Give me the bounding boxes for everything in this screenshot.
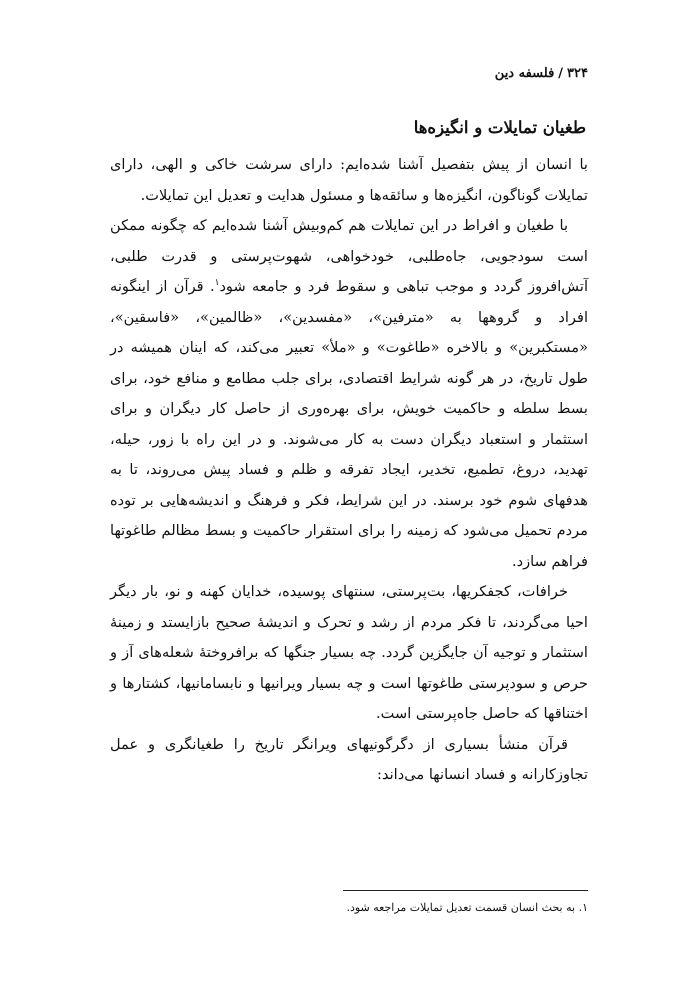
paragraph-3-text: خرافات، کجفکریها، بت‌پرستی، سنتهای پوسیده، خدایان کهنه و نو، بار دیگر احیا می‌گردند، تا فکر مردم از رشد و تحرک و اندیشهٔ صحیح بازایستد و زمینهٔ استثمار و توجیه آن جایگزین گردد. چه بسیار جنگها که برافروختهٔ شعله‌های آز و حرص و سودپرستی طاغوتها است و چه بسیار ویرانیها و نابسامانیها، کشتارها و اختناقها که حاصل جاه‌پرستی است. [110,583,588,722]
paragraph-4-text: قرآن منشأ بسیاری از دگرگونیهای ویرانگر تاریخ را طغیانگری و عمل تجاوزکارانه و فساد انسانها می‌داند: [110,735,588,783]
paragraph-2-text-end: . قرآن از اینگونه افراد و گروهها به «مترفین»، «مفسدین»، «ظالمین»، «فاسقین»، «مستکبرین» و بالاخره «طاغوت» و «ملأ» تعبیر می‌کند، که اینان همیشه در طول تاریخ، در هر گونه شرایط اقتصادی، برای جلب مطامع و منافع خود، برای بسط سلطه و حاکمیت خویش، برای بهره‌وری از حاصل کار دیگران و برای استثمار و استعباد دیگران دست به کار می‌شوند. و در این راه با زور، حیله، تهدید، دروغ، تطمیع، تخدیر، ایجاد تفرقه و ظلم و فساد پیش می‌روند، تا به هدفهای شوم خود برسند. در این شرایط، فکر و فرهنگ و اندیشه‌هایی بر توده مردم تحمیل می‌شود که زمینه را برای استقرار حاکمیت و بسط مظالم طاغوتها فراهم سازد. [110,278,588,570]
paragraph-2 [110,211,588,577]
paragraph-1 [110,150,588,211]
paragraph-3 [110,577,588,730]
footnote-text: به بحث انسان قسمت تعدیل تمایلات مراجعه شود. [346,901,576,914]
footnote-number: ۱. [578,901,588,914]
footnote-divider [343,890,588,891]
footnote [346,898,588,918]
section-title: طغیان تمایلات و انگیزه‌ها [413,118,586,137]
footnote-reference[interactable]: ۱ [214,278,220,289]
book-title: فلسفه دین [494,66,555,81]
paragraph-1-text: با انسان از پیش بتفصیل آشنا شده‌ایم: دارای سرشت خاکی و الهی، دارای تمایلات گوناگون، انگیزه‌ها و سائقه‌ها و مسئول هدایت و تعدیل این تمایلات. [110,156,588,204]
paragraph-2-text-start: با طغیان و افراط در این تمایلات هم کم‌وبیش آشنا شده‌ایم که چگونه ممکن است سودجویی، جاه‌طلبی، خودخواهی، شهوت‌پرستی و قدرت طلبی، آتش‌افروز گردد و موجب تباهی و سقوط فرد و جامعه شود [110,217,589,295]
page-number: ۳۲۴ [567,66,588,81]
paragraph-4 [110,730,588,791]
running-header [495,66,588,81]
body-text [110,150,588,791]
header-separator: / [558,66,564,81]
